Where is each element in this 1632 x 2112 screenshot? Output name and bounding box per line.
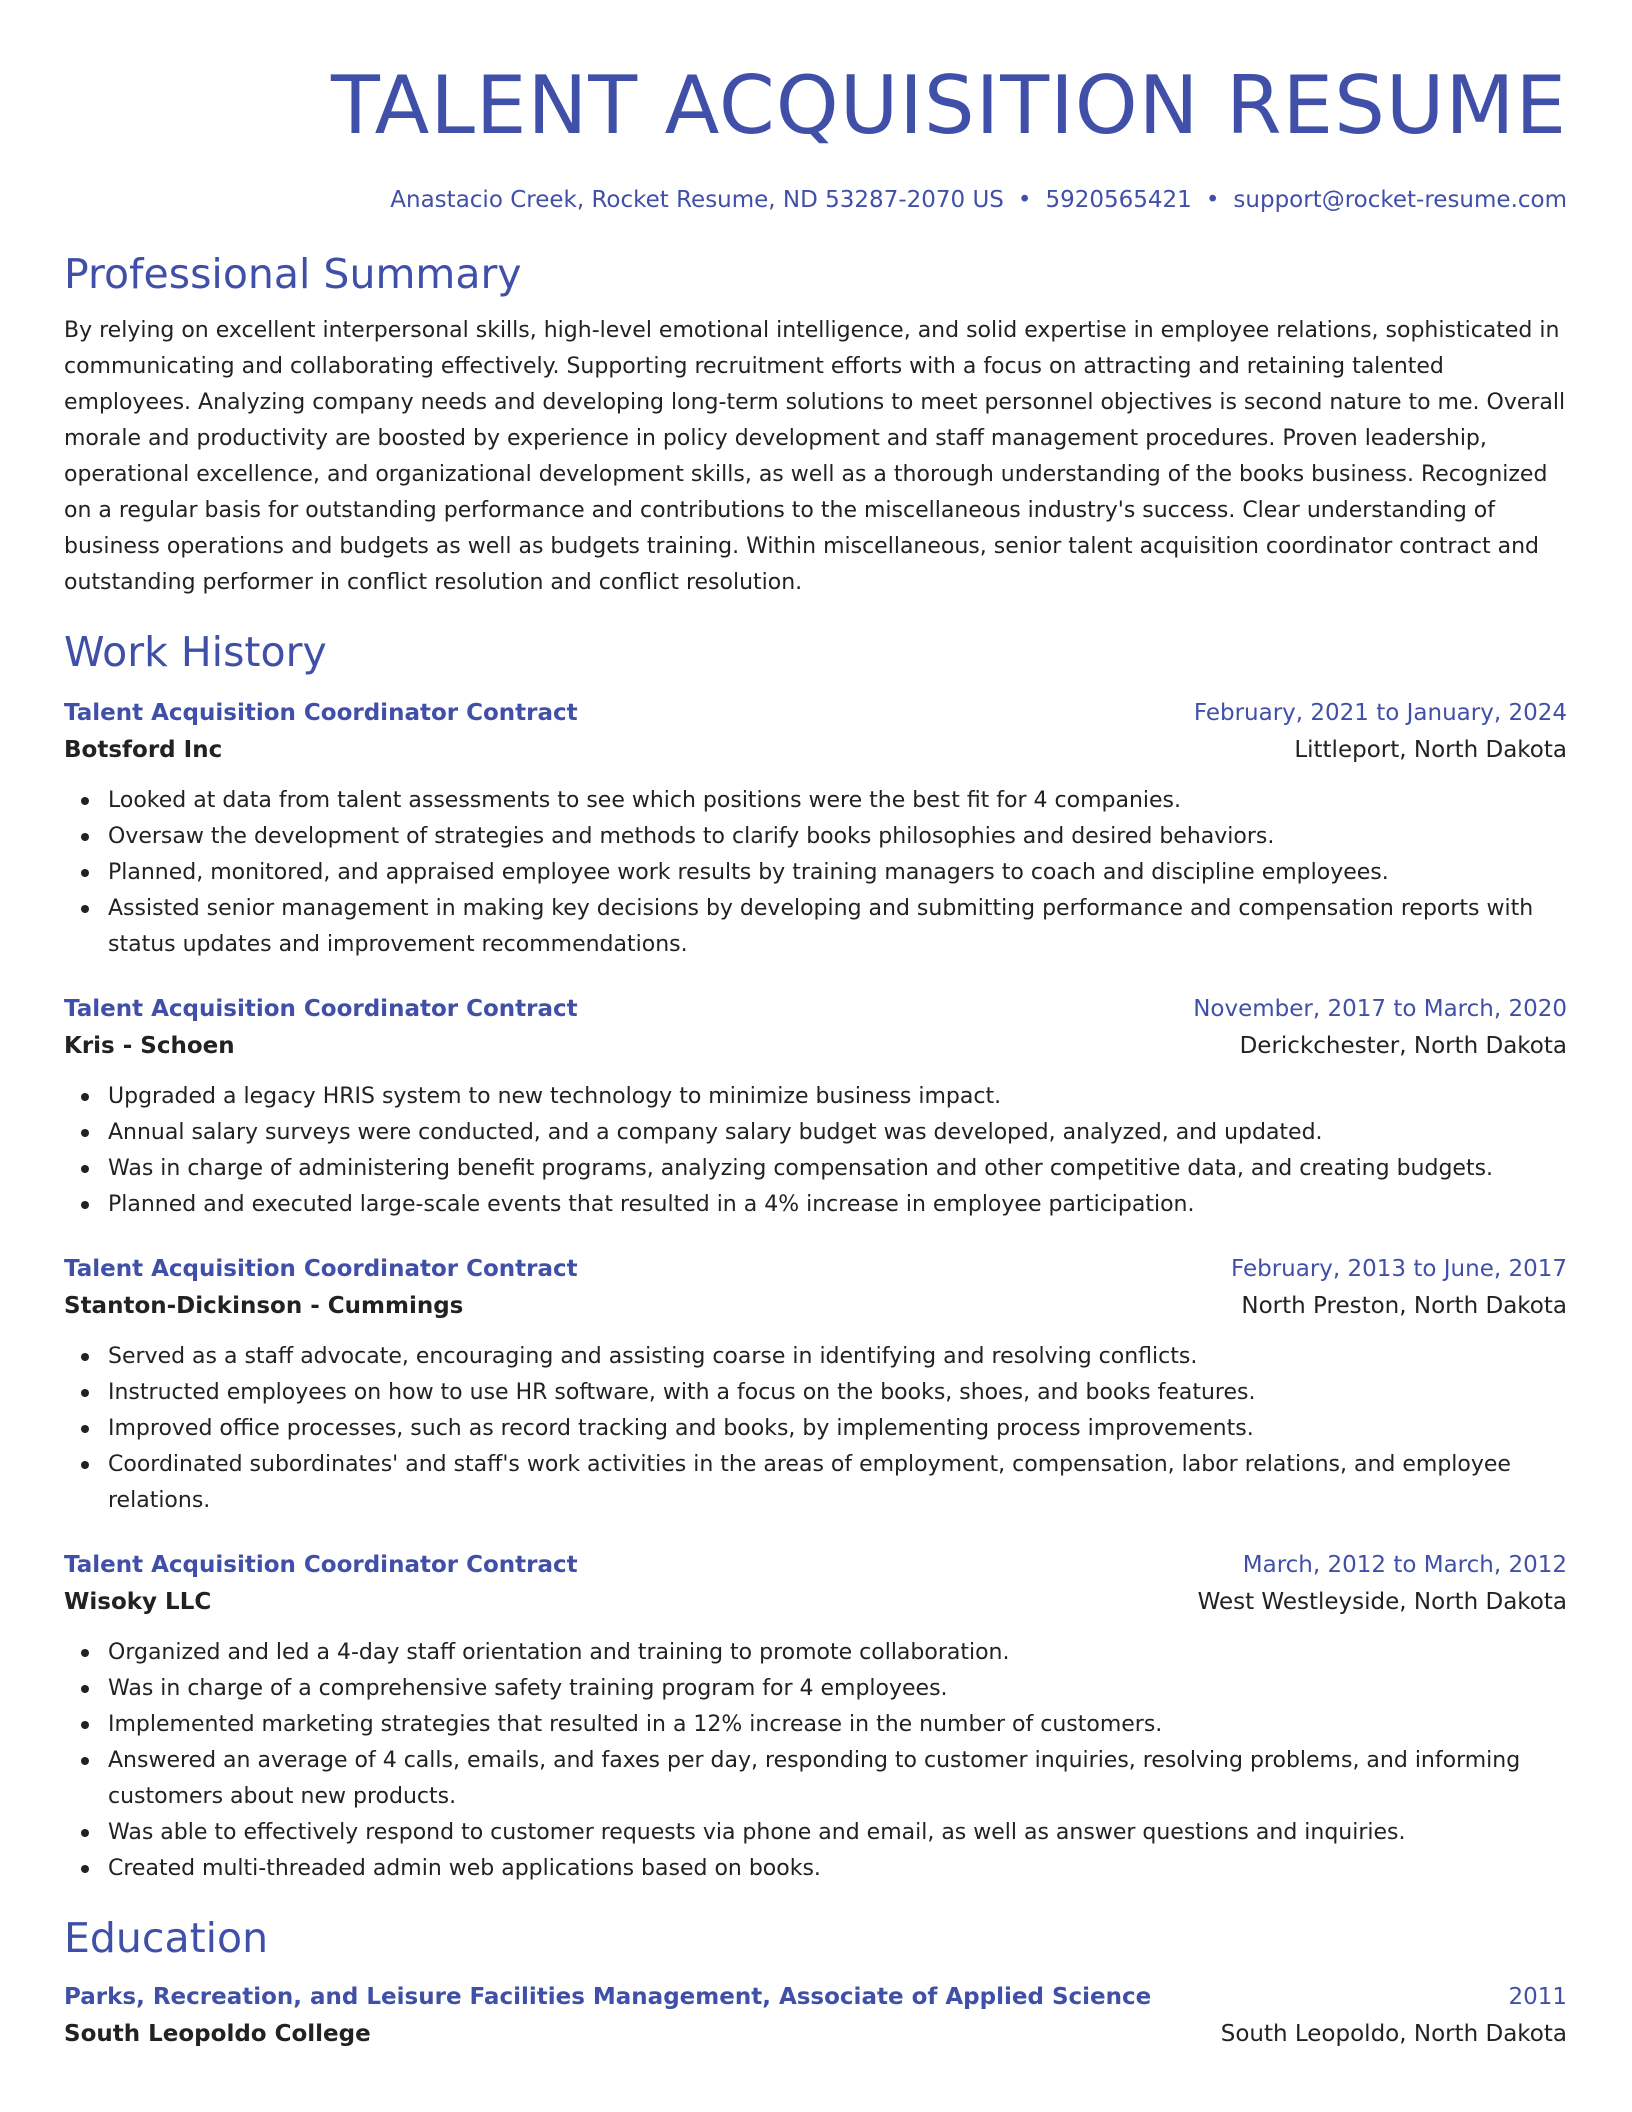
job-location: Littleport, North Dakota: [1294, 737, 1567, 763]
job-bullet: Instructed employees on how to use HR software, with a focus on the books, shoes, and books features.: [64, 1375, 1567, 1411]
job-bullet-list: [64, 1079, 1567, 1223]
education-row-top: [64, 1979, 1567, 2015]
contact-separator: •: [1205, 187, 1220, 213]
job-row-top: [64, 695, 1567, 731]
job-title: Talent Acquisition Coordinator Contract: [64, 996, 578, 1022]
job-company: Stanton-Dickinson - Cummings: [64, 1293, 464, 1319]
job-bullet: Answered an average of 4 calls, emails, and faxes per day, responding to customer inquiries, resolving problems, and informing customers about new products.: [64, 1743, 1567, 1815]
work-history-list: [64, 695, 1567, 1887]
job-bullet: Created multi-threaded admin web applications based on books.: [64, 1851, 1567, 1887]
job-entry: [64, 991, 1567, 1223]
job-bullet: Oversaw the development of strategies and methods to clarify books philosophies and desired behaviors.: [64, 819, 1567, 855]
job-bullet-list: [64, 1635, 1567, 1887]
education-entry: [64, 1979, 1567, 2053]
summary-text: By relying on excellent interpersonal skills, high-level emotional intelligence, and solid expertise in employee relations, sophisticated in communicating and collaborating effectively. Supporting recruitment efforts with a focus on attracting and retaining talented employees. Analyzing company needs and developing long-term solutions to meet personnel objectives is second nature to me. Overall morale and productivity are boosted by experience in policy development and staff management procedures. Proven leadership, operational excellence, and organizational development skills, as well as a thorough understanding of the books business. Recognized on a regular basis for outstanding performance and contributions to the miscellaneous industry's success. Clear understanding of business operations and budgets as well as budgets training. Within miscellaneous, senior talent acquisition coordinator contract and outstanding performer in conflict resolution and conflict resolution.: [64, 318, 1566, 595]
job-title: Talent Acquisition Coordinator Contract: [64, 700, 578, 726]
job-row-top: [64, 1251, 1567, 1287]
contact-separator: •: [1017, 187, 1032, 213]
contact-line: [64, 185, 1567, 215]
education-year: 2011: [1508, 1984, 1567, 2010]
job-bullet: Coordinated subordinates' and staff's work activities in the areas of employment, compensation, labor relations, and employee relations.: [64, 1447, 1567, 1519]
job-bullet: Planned, monitored, and appraised employee work results by training managers to coach and discipline employees.: [64, 855, 1567, 891]
contact-email: support@rocket-resume.com: [1233, 187, 1567, 213]
job-bullet-list: [64, 783, 1567, 963]
job-entry: [64, 1251, 1567, 1519]
contact-phone: 5920565421: [1045, 187, 1192, 213]
job-location: West Westleyside, North Dakota: [1197, 1589, 1567, 1615]
job-bullet: Assisted senior management in making key decisions by developing and submitting performance and compensation reports with status updates and improvement recommendations.: [64, 891, 1567, 963]
job-entry: [64, 1547, 1567, 1887]
resume-header: [64, 58, 1567, 215]
job-row-bottom: [64, 1027, 1567, 1065]
job-bullet-list: [64, 1339, 1567, 1519]
job-bullet: Was in charge of administering benefit programs, analyzing compensation and other competitive data, and creating budgets.: [64, 1151, 1567, 1187]
job-row-top: [64, 991, 1567, 1027]
education-location: South Leopoldo, North Dakota: [1220, 2021, 1567, 2047]
job-row-top: [64, 1547, 1567, 1583]
job-dates: February, 2013 to June, 2017: [1230, 1256, 1567, 1282]
summary-heading: Professional Summary: [64, 250, 522, 298]
job-bullet: Upgraded a legacy HRIS system to new technology to minimize business impact.: [64, 1079, 1567, 1115]
education-school: South Leopoldo College: [64, 2021, 371, 2047]
job-bullet: Improved office processes, such as record tracking and books, by implementing process improvements.: [64, 1411, 1567, 1447]
job-company: Kris - Schoen: [64, 1033, 235, 1059]
job-title: Talent Acquisition Coordinator Contract: [64, 1256, 578, 1282]
education-degree: Parks, Recreation, and Leisure Facilities Management, Associate of Applied Science: [64, 1984, 1152, 2010]
job-dates: February, 2021 to January, 2024: [1193, 700, 1567, 726]
job-bullet: Looked at data from talent assessments to see which positions were the best fit for 4 companies.: [64, 783, 1567, 819]
job-dates: March, 2012 to March, 2012: [1242, 1552, 1567, 1578]
work-history-heading: Work History: [64, 628, 327, 676]
job-bullet: Was in charge of a comprehensive safety training program for 4 employees.: [64, 1671, 1567, 1707]
job-dates: November, 2017 to March, 2020: [1193, 996, 1567, 1022]
resume-title: TALENT ACQUISITION RESUME: [330, 59, 1567, 152]
job-bullet: Implemented marketing strategies that resulted in a 12% increase in the number of customers.: [64, 1707, 1567, 1743]
job-location: Derickchester, North Dakota: [1239, 1033, 1567, 1059]
job-bullet: Served as a staff advocate, encouraging and assisting coarse in identifying and resolving conflicts.: [64, 1339, 1567, 1375]
contact-address: Anastacio Creek, Rocket Resume, ND 53287-2070 US: [390, 187, 1004, 213]
job-company: Botsford Inc: [64, 737, 223, 763]
job-title: Talent Acquisition Coordinator Contract: [64, 1552, 578, 1578]
job-row-bottom: [64, 1287, 1567, 1325]
job-bullet: Annual salary surveys were conducted, and a company salary budget was developed, analyzed, and updated.: [64, 1115, 1567, 1151]
job-row-bottom: [64, 1583, 1567, 1621]
job-entry: [64, 695, 1567, 963]
job-bullet: Organized and led a 4-day staff orientation and training to promote collaboration.: [64, 1635, 1567, 1671]
job-company: Wisoky LLC: [64, 1589, 212, 1615]
job-location: North Preston, North Dakota: [1241, 1293, 1567, 1319]
education-heading: Education: [64, 1914, 269, 1962]
education-row-bottom: [64, 2015, 1567, 2053]
job-bullet: Planned and executed large-scale events that resulted in a 4% increase in employee participation.: [64, 1187, 1567, 1223]
job-bullet: Was able to effectively respond to customer requests via phone and email, as well as answer questions and inquiries.: [64, 1815, 1567, 1851]
job-row-bottom: [64, 731, 1567, 769]
